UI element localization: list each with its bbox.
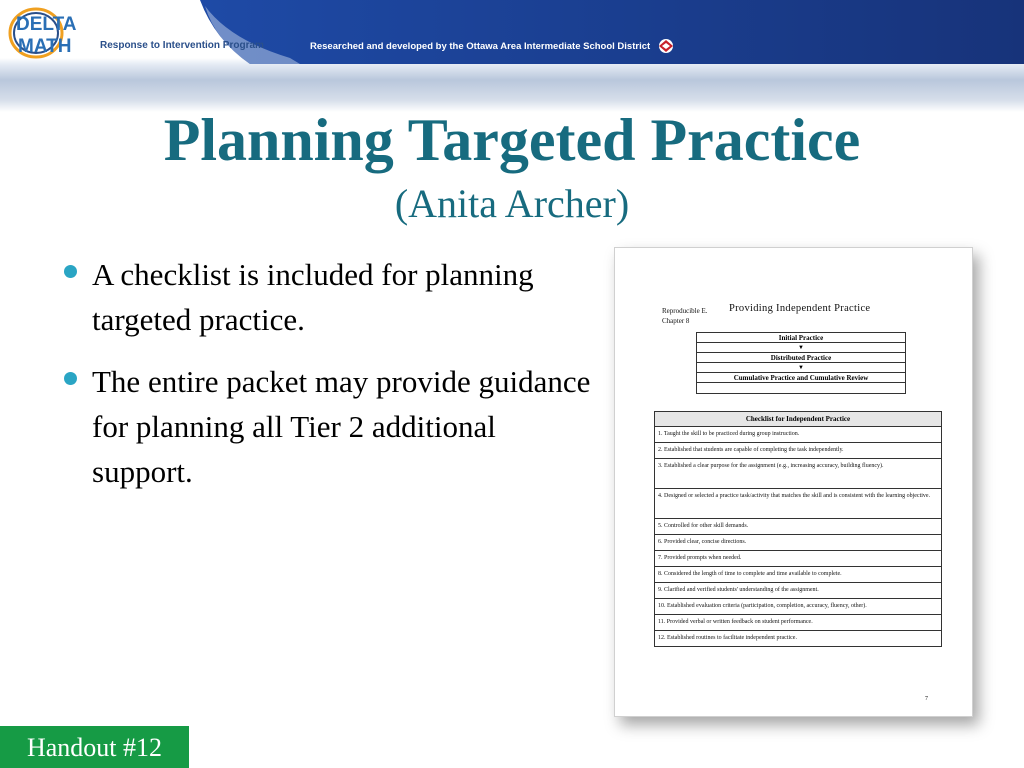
flow-arrow-icon: ▼: [697, 343, 905, 353]
checklist-row: 11. Provided verbal or written feedback on student performance.: [655, 615, 941, 631]
practice-flow-table: [696, 332, 906, 394]
handout-page-number: 7: [925, 696, 928, 702]
flow-step: Distributed Practice: [697, 353, 905, 363]
checklist-row: 10. Established evaluation criteria (participation, completion, accuracy, fluency, other).: [655, 599, 941, 615]
bullet-item: [62, 252, 602, 342]
bullet-list: [62, 252, 602, 511]
checklist-row: 12. Established routines to facilitate independent practice.: [658, 635, 797, 641]
bullet-text: A checklist is included for planning targeted practice.: [92, 257, 534, 337]
chapter-label: Chapter 8: [662, 317, 690, 325]
program-name: Response to Intervention Program: [100, 40, 264, 51]
flow-arrow-icon: ▼: [697, 363, 905, 373]
handout-title: Providing Independent Practice: [729, 303, 871, 314]
checklist-row: 9. Clarified and verified students' understanding of the assignment.: [655, 583, 941, 599]
checklist-row: 6. Provided clear, concise directions.: [655, 535, 941, 551]
oaisd-logo-icon: [654, 38, 678, 54]
header-banner: [0, 0, 1024, 112]
delta-math-logo-icon: [6, 6, 98, 60]
checklist-row: 3. Established a clear purpose for the assignment (e.g., increasing accuracy, building fluency).: [655, 459, 941, 489]
checklist-title: Checklist for Independent Practice: [655, 412, 941, 427]
bullet-item: [62, 359, 602, 494]
banner-swoosh: [0, 0, 1024, 64]
checklist-row: 8. Considered the length of time to complete and time available to complete.: [655, 567, 941, 583]
logo-text-math: MATH: [18, 36, 72, 57]
bullet-dot-icon: [64, 265, 77, 278]
bullet-dot-icon: [64, 372, 77, 385]
checklist-row: 2. Established that students are capable of completing the task independently.: [655, 443, 941, 459]
slide-subtitle: (Anita Archer): [394, 181, 630, 226]
checklist-row: 5. Controlled for other skill demands.: [655, 519, 941, 535]
handout-thumbnail: [614, 247, 973, 717]
checklist-table: [654, 411, 942, 647]
credit-text: Researched and developed by the Ottawa Area Intermediate School District: [310, 41, 651, 52]
checklist-row: 4. Designed or selected a practice task/activity that matches the skill and is consistent with the learning objective.: [655, 489, 941, 519]
logo-text-delta: DELTA: [16, 14, 77, 35]
checklist-row: 7. Provided prompts when needed.: [655, 551, 941, 567]
bullet-text: The entire packet may provide guidance for planning all Tier 2 additional support.: [92, 364, 591, 489]
flow-blank-row: [697, 383, 905, 393]
handout-reproducible: [662, 306, 708, 326]
checklist-row: 1. Taught the skill to be practiced during group instruction.: [655, 427, 941, 443]
flow-step: Initial Practice: [697, 333, 905, 343]
reproducible-label: Reproducible E.: [662, 307, 708, 315]
flow-step: Cumulative Practice and Cumulative Review: [697, 373, 905, 383]
slide-title: Planning Targeted Practice: [163, 107, 861, 173]
handout-label: Handout #12: [0, 726, 189, 768]
